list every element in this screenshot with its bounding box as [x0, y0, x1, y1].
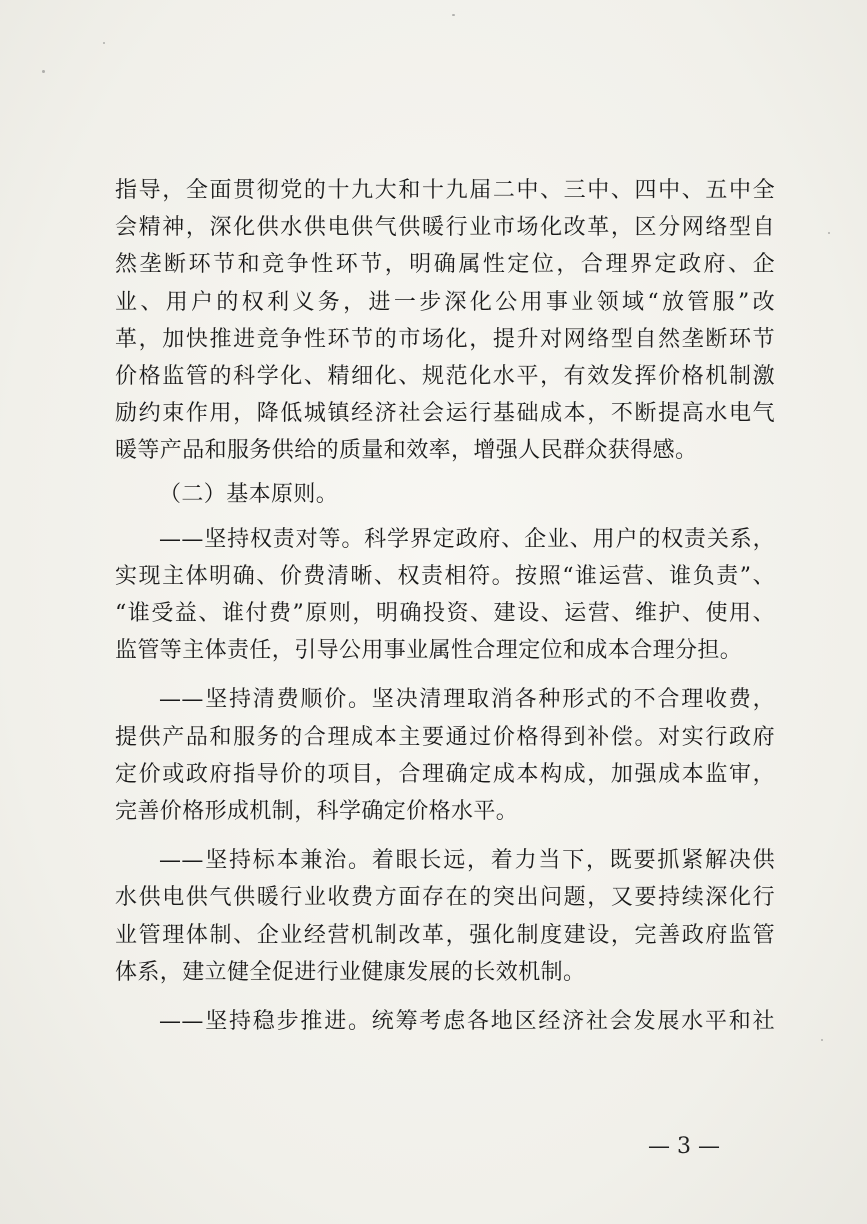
paragraph-line: 水供电供气供暖行业收费方面存在的突出问题，又要持续深化行: [115, 885, 775, 911]
paragraph-line: 完善价格形成机制，科学确定价格水平。: [115, 799, 519, 824]
document-body: [115, 172, 775, 1040]
paragraph-line: ——坚持标本兼治。着眼长远，着力当下，既要抓紧解决供: [159, 848, 775, 874]
paragraph-line: 监管等主体责任，引导公用事业属性合理定位和成本合理分担。: [115, 638, 743, 664]
paragraph-line: 革，加快推进竞争性环节的市场化，提升对网络型自然垄断环节: [115, 326, 775, 352]
scan-speck: [452, 14, 455, 16]
scan-speck: [828, 232, 830, 234]
paragraph-line: 指导，全面贯彻党的十九大和十九届二中、三中、四中、五中全: [115, 178, 775, 203]
paragraph-line: 提供产品和服务的合理成本主要通过价格得到补偿。对实行政府: [115, 724, 775, 750]
paragraph-line: 价格监管的科学化、精细化、规范化水平，有效发挥价格机制激: [115, 363, 775, 389]
paragraph-line: 会精神，深化供水供电供气供暖行业市场化改革，区分网络型自: [115, 215, 775, 241]
page-number: — 3 —: [648, 1134, 720, 1159]
paragraph-line: ——坚持清费顺价。坚决清理取消各种形式的不合理收费，: [159, 687, 775, 713]
paragraph-line: 实现主体明确、价费清晰、权责相符。按照“谁运营、谁负责”、: [115, 563, 775, 589]
scan-speck: [42, 70, 45, 73]
paragraph-line: 业、用户的权利义务，进一步深化公用事业领域“放管服”改: [115, 289, 775, 315]
section-heading: （二）基本原则。: [159, 481, 339, 507]
paragraph-line: 暖等产品和服务供给的质量和效率，增强人民群众获得感。: [115, 438, 698, 464]
scan-speck: [821, 1039, 823, 1041]
scan-speck: [103, 42, 105, 44]
paragraph-line: “谁受益、谁付费”原则，明确投资、建设、运营、维护、使用、: [115, 601, 775, 627]
paragraph-line: 然垄断环节和竞争性环节，明确属性定位，合理界定政府、企: [115, 252, 775, 278]
paragraph-line: ——坚持稳步推进。统筹考虑各地区经济社会发展水平和社: [159, 1008, 775, 1034]
paragraph-line: 定价或政府指导价的项目，合理确定成本构成，加强成本监审，: [115, 761, 775, 787]
paragraph-line: 体系，建立健全促进行业健康发展的长效机制。: [115, 959, 586, 985]
paragraph-line: 业管理体制、企业经营机制改革，强化制度建设，完善政府监管: [115, 922, 775, 948]
paragraph-line: ——坚持权责对等。科学界定政府、企业、用户的权责关系，: [159, 526, 775, 552]
paragraph-line: 励约束作用，降低城镇经济社会运行基础成本，不断提高水电气: [115, 401, 775, 427]
